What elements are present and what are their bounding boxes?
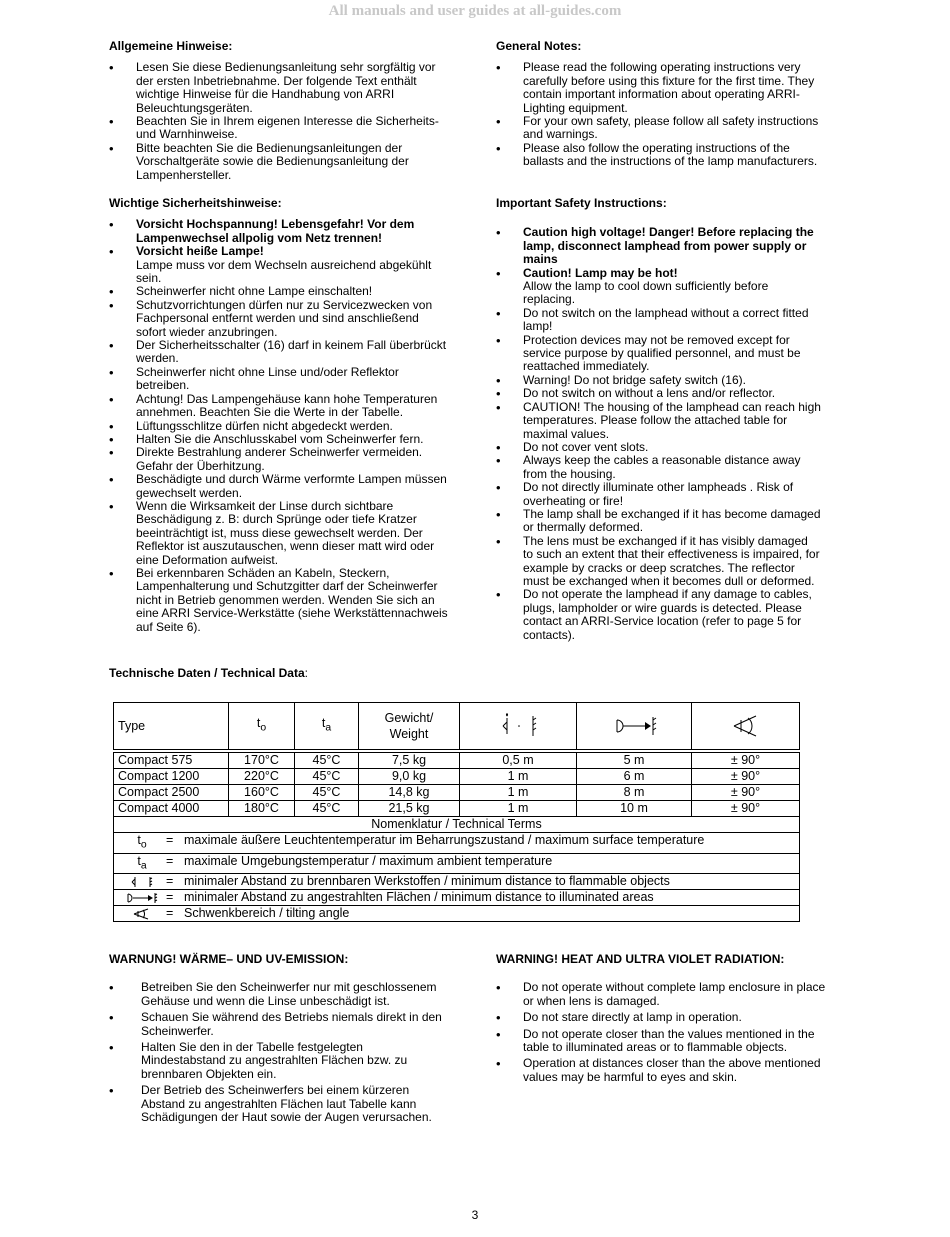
list-item: • Wenn die Wirksamkeit der Linse durch sichtbare Beschädigung z. B: durch Sprünge oder tiefe Kratzer beeinträchtigt ist, muss diese gewechselt werden. Der Reflektor ist auszutauschen, wenn dieser matt wird oder eine Deformation aufweist. [109, 500, 449, 567]
header-weight-en: Weight [389, 727, 429, 741]
cell-to: 220°C [229, 769, 295, 785]
cell-ta: 45°C [295, 785, 359, 801]
cell-ta: 45°C [295, 753, 359, 769]
list-item: • Do not stare directly at lamp in operation. [496, 1011, 826, 1024]
list-item: • Do not directly illuminate other lampheads . Risk of overheating or fire! [496, 481, 821, 508]
cell-to: 170°C [229, 753, 295, 769]
list-item: • Lesen Sie diese Bedienungsanleitung sehr sorgfältig vor der ersten Inbetriebnahme. Der folgende Text enthält wichtige Hinweise für die Handhabung von ARRI Beleuchtungsgeräten. [109, 61, 449, 115]
nomenclature-flammable [114, 874, 800, 890]
to-sub: o [140, 839, 147, 851]
cell-weight: 21,5 kg [359, 801, 460, 817]
cell-illuminated: 10 m [577, 801, 692, 817]
list-item: • For your own safety, please follow all safety instructions and warnings. [496, 115, 821, 142]
to-symbol [118, 833, 166, 853]
list-item: • Beschädigte und durch Wärme verformte Lampen müssen gewechselt werden. [109, 473, 449, 500]
term-illuminated: minimaler Abstand zu angestrahlten Flächen / minimum distance to illuminated areas [184, 890, 654, 904]
nomenclature-row [114, 874, 800, 890]
header-to-t: t [256, 716, 261, 731]
list-item: • Do not switch on the lamphead without a correct fitted lamp! [496, 307, 821, 334]
hot-lamp-text: Caution! Lamp may be hot! [523, 265, 678, 280]
nomenclature-row [114, 833, 800, 854]
nomenclature-title: Nomenklatur / Technical Terms [114, 817, 800, 833]
to-t: t [137, 833, 141, 847]
cell-type: Compact 575 [114, 753, 229, 769]
de-safety-section [109, 197, 449, 634]
header-ta-t: t [321, 716, 326, 731]
equals-sign: = [166, 853, 174, 868]
table-row [114, 785, 800, 801]
list-item: • Direkte Bestrahlung anderer Scheinwerfer vermeiden. Gefahr der Überhitzung. [109, 446, 449, 473]
list-item: • Operation at distances closer than the above mentioned values may be harmful to eyes and skin. [496, 1057, 826, 1084]
cell-weight: 14,8 kg [359, 785, 460, 801]
equals-sign: = [166, 890, 174, 904]
tilting-angle-icon [726, 718, 766, 732]
nomenclature-row [114, 906, 800, 922]
tech-data-heading [109, 666, 308, 680]
cell-illuminated: 6 m [577, 769, 692, 785]
nomenclature-title-row [114, 817, 800, 833]
term-ta: maximale Umgebungstemperatur / maximum ambient temperature [184, 853, 553, 868]
list-item: • Schutzvorrichtungen dürfen nur zu Servicezwecken von Fachpersonal entfernt werden und sind anschließend sofort wieder anzubringen. [109, 299, 449, 339]
list-item: • Betreiben Sie den Scheinwerfer nur mit geschlossenem Gehäuse und wenn die Linse unbeschädigt ist. [109, 981, 444, 1008]
de-safety-title: Wichtige Sicherheitshinweise: [109, 196, 282, 210]
en-safety-title: Important Safety Instructions: [496, 196, 667, 210]
list-item: • The lens must be exchanged if it has visibly damaged to such an extent that their effectiveness is impaired, for example by cracks or deep scratches. The reflector must be exchanged when it becomes dull or deformed. [496, 535, 821, 589]
en-warning-list [496, 981, 826, 1084]
cell-ta: 45°C [295, 801, 359, 817]
cell-weight: 7,5 kg [359, 753, 460, 769]
list-item: • Scheinwerfer nicht ohne Linse und/oder Reflektor betreiben. [109, 366, 449, 393]
list-item: • Bitte beachten Sie die Bedienungsanleitungen der Vorschaltgeräte sowie die Bedienungsanleitung der Lampenhersteller. [109, 142, 449, 182]
en-safety-list [496, 226, 821, 642]
de-general-list [109, 61, 449, 182]
cell-weight: 9,0 kg [359, 769, 460, 785]
header-tilt [692, 703, 800, 750]
term-flammable: minimaler Abstand zu brennbaren Werkstoffen / minimum distance to flammable objects [184, 874, 670, 888]
de-warning-title: WARNUNG! WÄRME– UND UV-EMISSION: [109, 952, 349, 966]
list-item: • Warning! Do not bridge safety switch (16). [496, 374, 821, 387]
ta-symbol [118, 854, 166, 874]
page-number: 3 [471, 1208, 479, 1222]
en-general-section [496, 40, 821, 169]
cell-flammable: 1 m [460, 801, 577, 817]
equals-sign: = [166, 833, 174, 847]
list-item: • Scheinwerfer nicht ohne Lampe einschalten! [109, 285, 449, 298]
cell-to: 160°C [229, 785, 295, 801]
cell-to: 180°C [229, 801, 295, 817]
en-warning-title: WARNING! HEAT AND ULTRA VIOLET RADIATION: [496, 952, 785, 966]
list-item: • The lamp shall be exchanged if it has become damaged or thermally deformed. [496, 508, 821, 535]
nomenclature-to [114, 833, 800, 854]
de-safety-list [109, 218, 449, 634]
list-item: • Protection devices may not be removed except for service purpose by qualified personnel, and must be reattached immediately. [496, 334, 821, 374]
hot-lamp-text: Vorsicht heiße Lampe! [136, 244, 264, 259]
list-item: • Achtung! Das Lampengehäuse kann hohe Temperaturen annehmen. Beachten Sie die Werte in der Tabelle. [109, 393, 449, 420]
en-general-title: General Notes: [496, 39, 582, 53]
cell-flammable: 1 m [460, 769, 577, 785]
header-weight [359, 703, 460, 750]
list-item: • Der Betrieb des Scheinwerfers bei einem kürzeren Abstand zu angestrahlten Flächen laut Tabelle kann Schädigungen der Haut sowie der Augen verursachen. [109, 1084, 444, 1124]
list-item: • Please read the following operating instructions very carefully before using this fixture for the first time. They contain important information about operating ARRI-Lighting equipment. [496, 61, 821, 115]
table-row [114, 753, 800, 769]
header-ta-sub: a [325, 722, 332, 734]
list-item: • Lüftungsschlitze dürfen nicht abgedeckt werden. [109, 420, 449, 433]
header-flammable [460, 703, 577, 750]
table-row [114, 801, 800, 817]
nomenclature-row [114, 853, 800, 874]
list-item: • Halten Sie die Anschlusskabel vom Scheinwerfer fern. [109, 433, 449, 446]
hot-lamp-detail: Allow the lamp to cool down sufficiently before replacing. [523, 279, 769, 307]
ta-t: t [137, 853, 141, 868]
header-to [229, 703, 295, 750]
nomenclature-illuminated [114, 890, 800, 906]
term-to: maximale äußere Leuchtentemperatur im Beharrungszustand / maximum surface temperature [184, 833, 705, 847]
cell-ta: 45°C [295, 769, 359, 785]
list-item: • Der Sicherheitsschalter (16) darf in keinem Fall überbrückt werden. [109, 339, 449, 366]
list-item: • Bei erkennbaren Schäden an Kabeln, Steckern, Lampenhalterung und Schutzgitter darf der Scheinwerfer nicht in Betrieb genommen werden. Wenden Sie sich an eine ARRI Service-Werkstätte (siehe Werkstättennachweis auf Seite 6). [109, 567, 449, 634]
list-item: • Do not switch on without a lens and/or reflector. [496, 387, 821, 400]
de-warning-section [109, 953, 444, 1127]
equals-sign: = [166, 874, 174, 888]
list-item: • Please also follow the operating instructions of the ballasts and the instructions of the lamp manufacturers. [496, 142, 821, 169]
cell-type: Compact 2500 [114, 785, 229, 801]
header-to-sub: o [260, 722, 267, 734]
en-warning-section [496, 953, 826, 1087]
nomenclature-row [114, 890, 800, 906]
de-general-title: Allgemeine Hinweise: [109, 39, 233, 53]
tilting-angle-icon [118, 906, 166, 921]
list-item [496, 226, 821, 266]
header-weight-de: Gewicht/ [384, 711, 434, 725]
list-item [109, 218, 449, 245]
cell-tilt: ± 90° [692, 785, 800, 801]
hot-lamp-detail: Lampe muss vor dem Wechseln ausreichend abgekühlt sein. [136, 257, 432, 286]
de-general-section [109, 40, 449, 182]
cell-flammable: 1 m [460, 785, 577, 801]
header-type: Type [114, 703, 229, 750]
list-item: • Beachten Sie in Ihrem eigenen Interesse die Sicherheits- und Warnhinweise. [109, 115, 449, 142]
list-item: • Do not operate closer than the values mentioned in the table to illuminated areas or to flammable objects. [496, 1028, 826, 1055]
min-distance-illuminated-icon [609, 718, 659, 732]
min-distance-flammable-icon [493, 718, 543, 732]
cell-illuminated: 5 m [577, 753, 692, 769]
list-item: • Always keep the cables a reasonable distance away from the housing. [496, 454, 821, 481]
list-item: • Do not cover vent slots. [496, 441, 821, 454]
tech-data-colon: : [304, 666, 308, 680]
watermark: All manuals and user guides at all-guides.com [328, 3, 622, 19]
nomenclature-ta [114, 853, 800, 874]
en-safety-section [496, 197, 821, 642]
min-distance-illuminated-icon [118, 890, 166, 905]
cell-flammable: 0,5 m [460, 753, 577, 769]
equals-sign: = [166, 906, 174, 920]
list-item: • CAUTION! The housing of the lamphead can reach high temperatures. Please follow the attached table for maximal values. [496, 401, 821, 441]
tech-data-table [113, 702, 800, 922]
cell-tilt: ± 90° [692, 753, 800, 769]
list-item: • Do not operate the lamphead if any damage to cables, plugs, lampholder or wire guards is detected. Please contact an ARRI-Service location (refer to page 5 for contacts). [496, 588, 821, 642]
header-illuminated [577, 703, 692, 750]
cell-type: Compact 4000 [114, 801, 229, 817]
cell-tilt: ± 90° [692, 801, 800, 817]
min-distance-flammable-icon [118, 874, 166, 889]
cell-illuminated: 8 m [577, 785, 692, 801]
danger-text: Caution high voltage! Danger! Before replacing the lamp, disconnect lamphead from power supply or mains [523, 225, 814, 267]
list-item: • Schauen Sie während des Betriebs niemals direkt in den Scheinwerfer. [109, 1011, 444, 1038]
list-item: • Halten Sie den in der Tabelle festgelegten Mindestabstand zu angestrahlten Flächen bzw. zu brennbaren Objekten ein. [109, 1041, 444, 1081]
tech-data-title: Technische Daten / Technical Data [109, 666, 305, 680]
en-general-list [496, 61, 821, 168]
table-row [114, 769, 800, 785]
nomenclature-tilt [114, 906, 800, 922]
list-item: • Do not operate without complete lamp enclosure in place or when lens is damaged. [496, 981, 826, 1008]
de-warning-list [109, 981, 444, 1124]
header-ta [295, 703, 359, 750]
ta-sub: a [140, 860, 147, 871]
cell-type: Compact 1200 [114, 769, 229, 785]
list-item [109, 245, 449, 285]
cell-tilt: ± 90° [692, 769, 800, 785]
list-item [496, 267, 821, 307]
danger-text: Vorsicht Hochspannung! Lebensgefahr! Vor dem Lampenwechsel allpolig vom Netz trennen! [136, 217, 415, 245]
table-header-row [114, 703, 800, 750]
term-tilt: Schwenkbereich / tilting angle [184, 906, 350, 920]
